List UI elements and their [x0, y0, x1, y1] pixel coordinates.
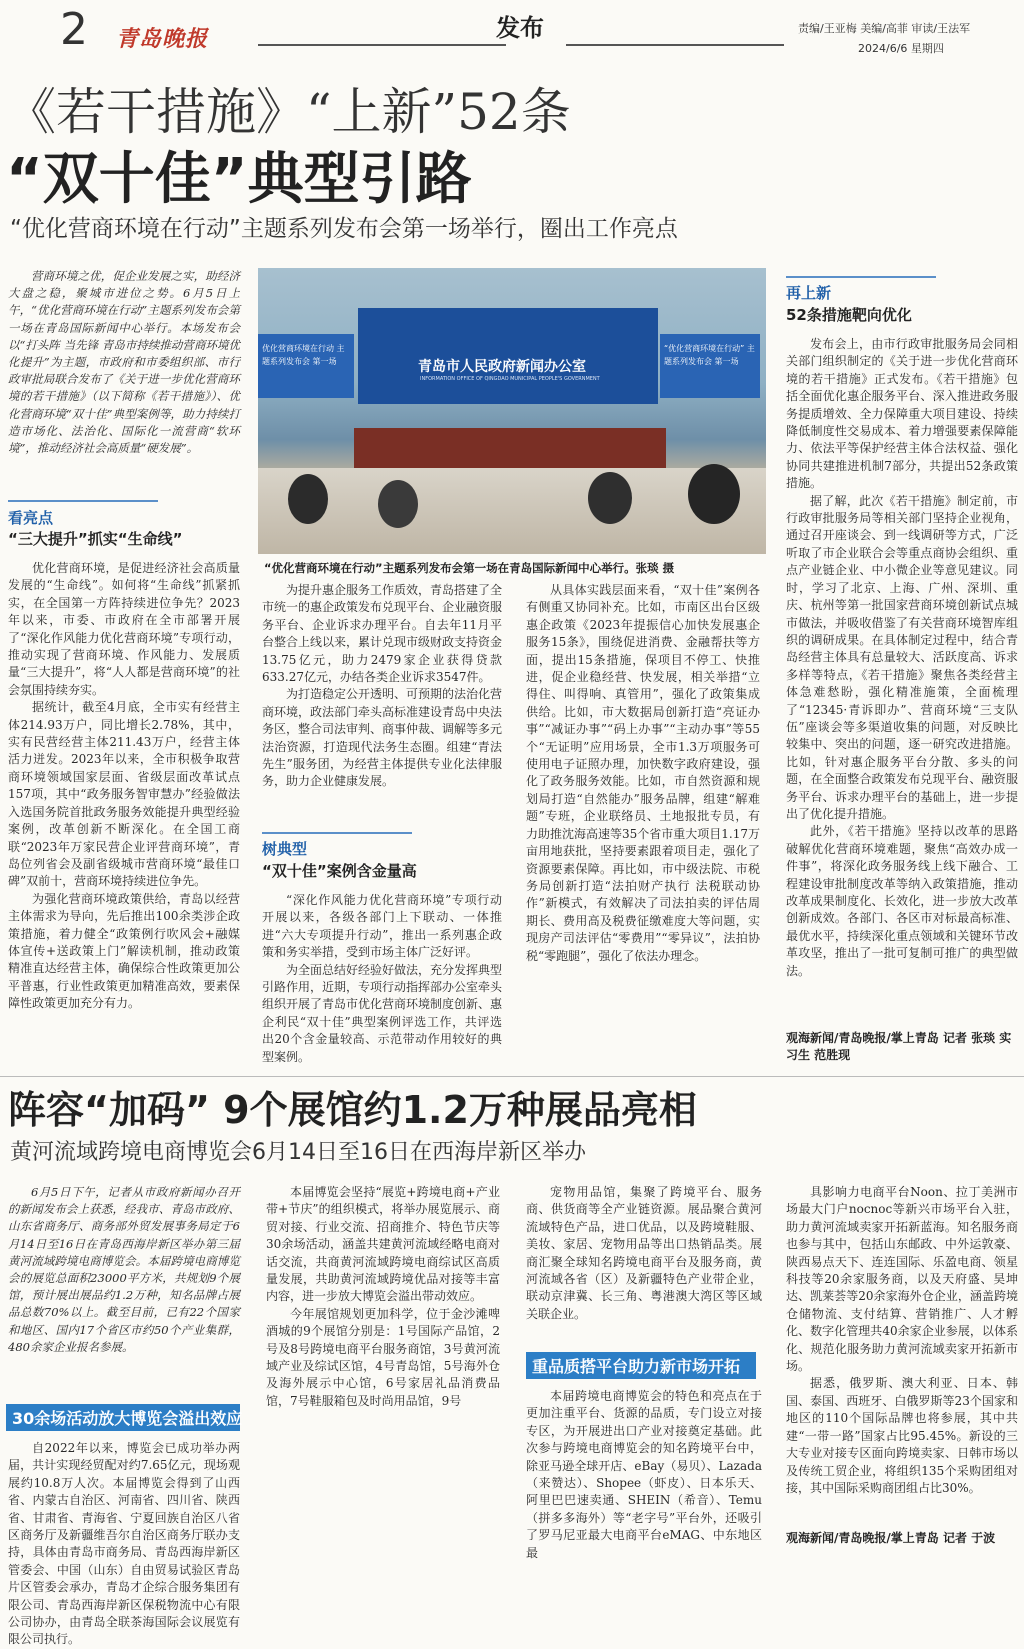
sec3-title: 52条措施靶向优化: [786, 306, 912, 324]
sec2-paragraph-1: “深化作风能力优化营商环境”专项行动开展以来，各级各部门上下联动、一体推进“六大专项提升行动”，推出一系列惠企政策和务实举措，受到市场主体广泛好评。: [262, 893, 502, 960]
sec3-body: [786, 336, 1018, 1030]
sec2-rule: [262, 832, 412, 834]
article2-col1-body: [8, 1440, 240, 1647]
article2-byline: 观海新闻/青岛晚报/掌上青岛 记者 于波: [786, 1531, 996, 1545]
sec2-title: “双十佳”案例含金量高: [262, 862, 417, 880]
article2-col2-body: [266, 1184, 500, 1568]
sec2-paragraph-2: 为全面总结好经验好做法，充分发挥典型引路作用，近期，专项行动指挥部办公室牵头组织开展了青岛市优化营商环境制度创新、惠企利民“双十佳”典型案例评选工作，共评选出20个含金量较高、示范带动作用较好的典型案例。: [262, 962, 503, 1064]
sec3-rule: [786, 276, 936, 278]
sec3-tag: 再上新: [786, 284, 832, 302]
article2-bar1: 30余场活动放大博览会溢出效应: [6, 1404, 240, 1431]
col2-paragraph-2: 本届博览会坚持“展览+跨境电商+产业带+节庆”的组织模式，将举办展览展示、商贸对接、行业交流、招商推介、特色节庆等30余场活动，涵盖共建黄河流域经略电商对话交流，共商黄河流域跨境电商综试区高质量发展，共助黄河流域跨境优品对接等丰富内容，进一步放大博览会溢出带动效应。: [266, 1185, 500, 1304]
paper-name-logo: 青岛晚报: [116, 26, 209, 52]
masthead-rule-right: [566, 44, 784, 46]
article2-col3-bottom: [526, 1388, 762, 1568]
stage-table: [354, 428, 666, 468]
sec3-paragraph-3: 此外，《若干措施》坚持以改革的思路破解优化营商环境难题，聚焦“高效办成一件事”，将深化政务服务线上线下融合、工程建设审批制度改革等纳入政策措施，推动改革成果制度化、长效化，进一步放大改革创新成效。各部门、各区市对标最高标准、最优水平，持续深化重点领域和关键环节改革攻坚，推出了一批可复制可推广的典型做法。: [786, 824, 1018, 978]
article1-subhead: “优化营商环境在行动”主题系列发布会第一场举行，圈出工作亮点: [10, 216, 678, 242]
article2-lead-paragraph: 6月5日下午，记者从市政府新闻办召开的新闻发布会上获悉，经我市、青岛市政府、山东省商务厅、商务部外贸发展事务局定于6月14日至16日在青岛西海岸新区举办第三届黄河流域跨境电商博览会。本届跨境电商博览会的展览总面积23000平方米，共规划9个展馆，预计展出展品约1.2万种，知名品牌占展品总数70%以上。截至目前，已有22个国家和地区、国内17个省区市约50个产业集群，480余家企业报名参展。: [8, 1185, 240, 1354]
masthead: [0, 0, 1024, 64]
article2-lead: [8, 1184, 240, 1396]
photo-side-screen-right: “优化营商环境在行动” 主题系列发布会 第一场: [660, 334, 760, 398]
article1-headline-line1: 《若干措施》“上新”52条: [6, 83, 571, 141]
photo-banner-text: 青岛市人民政府新闻办公室: [418, 359, 586, 375]
col3-paragraph-2: 本届跨境电商博览会的特色和亮点在于更加注重平台、货源的品质，专门设立对接专区，为开展进出口产业对接奠定基础。此次参与跨境电商博览会的知名跨境平台中，除亚马逊全球开店、eBay（易贝）、Lazada（来赞达）、Shopee（虾皮）、日本乐天、阿里巴巴速卖通、SHEIN（希音）、Temu（拼多多海外）等“老字号”平台外，还吸引了罗马尼亚最大电商平台eMAG、中东地区最: [526, 1389, 762, 1560]
photo-caption: “优化营商环境在行动”主题系列发布会第一场在青岛国际新闻中心举行。张琰 摄: [264, 561, 675, 575]
article2-subhead: 黄河流域跨境电商博览会6月14日至16日在西海岸新区举办: [10, 1140, 586, 1165]
bar1-paragraph-1: 自2022年以来，博览会已成功举办两届，共计实现经贸配对约7.65亿元，现场观展约10.8万人次。本届博览会得到了山西省、内蒙古自治区、河南省、四川省、陕西省、甘肃省、青海省、宁夏回族自治区八省区商务厅及新疆维吾尔自治区商务厅联办支持，具体由青岛市商务局、青岛西海岸新区管委会、中国（山东）自由贸易试验区青岛片区管委会承办，青岛才企综合服务集团有限公司、青岛西海岸新区保税物流中心有限公司协办，由青岛全联茶海国际会议展览有限公司执行。: [8, 1441, 240, 1647]
sec2-body-col2: [262, 892, 502, 1064]
sec3-paragraph-1: 发布会上，由市行政审批服务局会同相关部门组织制定的《关于进一步优化营商环境的若干措施》正式发布。《若干措施》包括全面优化惠企服务平台、深入推进政务服务提质增效、全力保障重大项目建设、持续降低制度性交易成本、着力增强要素保障能力、依法平等保护经营主体合法权益、强化协同共建推进机制7部分，共提出52条政策措施。: [786, 337, 1018, 491]
col4-paragraph-1: 具影响力电商平台Noon、拉丁美洲市场最大门户nocnoc等新兴市场平台入驻，助力黄河流域卖家开拓新蓝海。知名服务商也参与其中，包括山东邮政、中外运敦豪、陕西易点天下、连连国际、乐盈电商、领星科技等20余家服务商，以及天府盛、昊坤达、凯莱荟等20余家海外仓企业，涵盖跨境仓储物流、支付结算、营销推广、人才孵化、数字化管理共40余家企业参展，以体系化、规范化服务助力黄河流域卖家开拓新市场。: [786, 1185, 1018, 1374]
sec3-paragraph-2: 据了解，此次《若干措施》制定前，市行政审批服务局等相关部门坚持企业视角，通过召开座谈会、到一线调研等方式，广泛听取了市企业联合会等重点商协会组织、重点产业链企业、中小微企业等意见建议。同时，学习了北京、上海、广州、深圳、重庆、杭州等第一批国家营商环境创新试点城市做法，并吸收借鉴了有关营商环境智库组织的调研成果。在具体制定过程中，结合青岛经营主体具有总量较大、活跃度高、诉求多样等特点，《若干措施》聚焦各类经营主体急难愁盼，强化精准施策，全面梳理了“12345·青诉即办”、营商环境“三支队伍”座谈会等多渠道收集的问题，对反映比较集中、突出的问题，逐一研究改进措施。比如，针对惠企服务平台分散、多头的问题，在全面整合政策发布兑现平台、融资服务平台、诉求办理平台的基础上，进一步提出了优化提升措施。: [786, 493, 1018, 821]
article2-col3-top: [526, 1184, 762, 1346]
col2-paragraph-3: 今年展馆规划更加科学，位于金沙滩啤酒城的9个展馆分别是：1号国际产品馆，2号及8号跨境电商平台服务商馆，3号黄河流域产业及综试区馆，4号青岛馆，5号海外仓及海外展示中心馆，6号家居礼品消费品馆，7号鞋服箱包及时尚用品馆，9号: [266, 1306, 500, 1408]
sec1-title: “三大提升”抓实“生命线”: [8, 530, 183, 548]
audience-head-3: [588, 472, 632, 524]
lead-paragraph: 营商环境之优，促企业发展之实，助经济大盘之稳，聚城市进位之势。6月5日上午，“优化营商环境在行动”主题系列发布会第一场在青岛国际新闻中心举行。本场发布会以“打头阵 当先锋 青岛市持续推动营商环境优化提升”为主题，市政府和市委组织部、市行政审批局联合发布了《关于进一步优化营商环境的若干措施》（以下简称《若干措施》）、优化营商环境“双十佳”典型案例等，助力持续打造市场化、法治化、国际化一流营商“软环境”，推动经济社会高质量“硬发展”。: [8, 269, 240, 456]
sec2-paragraph-3: 从具体实践层面来看，“双十佳”案例各有侧重又协同补充。比如，市南区出台区级惠企政策《2023年提振信心加快发展惠企服务15条》，围绕促进消费、金融帮扶等方面，提出15条措施，保项目不停工、快推进，促企业稳经营、快发展，相关举措“立得住、叫得响、真管用”，强化了政策集成供给。比如，市大数据局创新打造“亮证办事”“减证办事”“码上办事”“主动办事”等55个“无证明”应用场景，全市1.3万项服务可使用电子证照办理，加快数字政府建设，强化了政务服务效能。比如，市自然资源和规划局打造“自然能办”服务品牌，组建“解难题”专班，企业联络员、土地报批专员，有力助推沈海高速等35个省市重大项目1.17万亩用地获批，坚持要素跟着项目走，强化了资源要素保障。再比如，市中级法院、市税务局创新打造“法拍财产执行 法税联动协作”新模式，有效解决了司法拍卖的评估周期长、费用高及税费征缴难度大等问题，实现房产司法评估“零费用”“零异议”，法拍协税“零跑腿”，强化了依法办理念。: [526, 583, 760, 963]
mid-paragraph-2: 为打造稳定公开透明、可预期的法治化营商环境，政法部门牵头高标准建设青岛中央法务区，整合司法审判、商事仲裁、调解等多元法治资源，打造现代法务生态圈。组建“青法先生”服务团，为经营主体提供专业化法律服务，助力企业健康发展。: [262, 687, 503, 789]
photo-banner-en: INFORMATION OFFICE OF QINGDAO MUNICIPAL PEOPLE'S GOVERNMENT: [420, 376, 600, 382]
article1-headline-line2: “双十佳”典型引路: [6, 147, 472, 212]
article1-lead: [8, 268, 240, 494]
section-name: 发布: [496, 14, 544, 42]
issue-date: 2024/6/6 星期四: [858, 42, 944, 55]
article-divider: [0, 1076, 1024, 1077]
col3-paragraph-1: 宠物用品馆，集聚了跨境平台、服务商、供货商等全产业链资源。展品聚合黄河流域特色产品，进口优品，以及跨境鞋服、美妆、家居、宠物用品等出口热销品类。展商汇聚全球知名跨境电商平台及服务商，黄河流域各省（区）及新疆特色产业带企业，联动京津冀、长三角、粤港澳大湾区等区域关联企业。: [526, 1185, 762, 1321]
sec1-paragraph-3: 为强化营商环境政策供给，青岛以经营主体需求为导向，先后推出100余类涉企政策措施，着力健全“政策例行吹风会+融媒体宣传+送政策上门”解读机制，推动政策精准直达经营主体，确保综合性政策更加公平普惠，行业性政策更加精准高效，要素保障性政策更加充分有力。: [8, 891, 240, 1011]
audience-head-1: [288, 474, 328, 524]
sec1-paragraph-1: 优化营商环境，是促进经济社会高质量发展的“生命线”。如何将“生命线”抓紧抓实，在全国第一方阵持续进位争先？2023年以来，市委、市政府在全市部署开展了“深化作风能力优化营商环境”专项行动，推动实现了营商环境、作风能力、发展质量“三大提升”，将“人人都是营商环境”的社会氛围持续夯实。: [8, 561, 240, 697]
article2-bar2: 重品质搭平台助力新市场开拓: [526, 1352, 756, 1379]
article2-col4-body: [786, 1184, 1018, 1526]
article1-byline: 观海新闻/青岛晚报/掌上青岛 记者 张琰 实习生 范胜现: [786, 1031, 1012, 1062]
col4-paragraph-2: 据悉，俄罗斯、澳大利亚、日本、韩国、泰国、西班牙、白俄罗斯等23个国家和地区的110个国际品牌也将参展，其中共建“一带一路”国家占比95.45%。新设的三大专业对接专区面向跨境卖家、日韩市场以及传统工贸企业，将组织135个采购团组对接，其中国际采购商团组占比30%。: [786, 1376, 1018, 1495]
sec1-tag: 看亮点: [8, 509, 54, 527]
sec1-rule: [8, 500, 158, 502]
sec1-paragraph-2: 据统计，截至4月底，全市实有经营主体214.93万户，同比增长2.78%，其中，实有民营经营主体211.43万户，经营主体活力迸发。2023年以来，全市积极争取营商环境领域国家层面、省级层面改革试点157项，其中“政务服务智审慧办”经验做法入选国务院首批政务服务效能提升典型经验案例，改革创新不断深化。在全国工商联“2023年万家民营企业评营商环境”，青岛位列省会及副省级城市营商环境“最佳口碑”双前十，营商环境持续进位争先。: [8, 700, 240, 889]
sec1-body: [8, 560, 240, 1065]
editors-line: 责编/王亚梅 美编/高菲 审读/王法军: [798, 22, 971, 35]
photo-side-screen-left: 优化营商环境在行动 主题系列发布会 第一场: [258, 334, 354, 398]
press-conference-photo: [258, 268, 766, 554]
article2-headline: 阵容“加码” 9个展馆约1.2万种展品亮相: [8, 1088, 697, 1132]
audience-head-2: [378, 480, 418, 528]
article1-col2-top: [262, 582, 502, 830]
audience-head-4: [688, 464, 740, 524]
page-number: 2: [60, 4, 88, 55]
masthead-rule-left: [258, 44, 506, 46]
sec2-tag: 树典型: [262, 840, 308, 858]
mid-paragraph-1: 为提升惠企服务工作质效，青岛搭建了全市统一的惠企政策发布兑现平台、企业融资服务平台、企业诉求办理平台。自去年11月平台整合上线以来，累计兑现市级财政支持资金13.75亿元，助力2479家企业获得贷款633.27亿元，办结各类企业诉求3547件。: [262, 583, 503, 685]
sec2-body-col3: [526, 582, 760, 1064]
